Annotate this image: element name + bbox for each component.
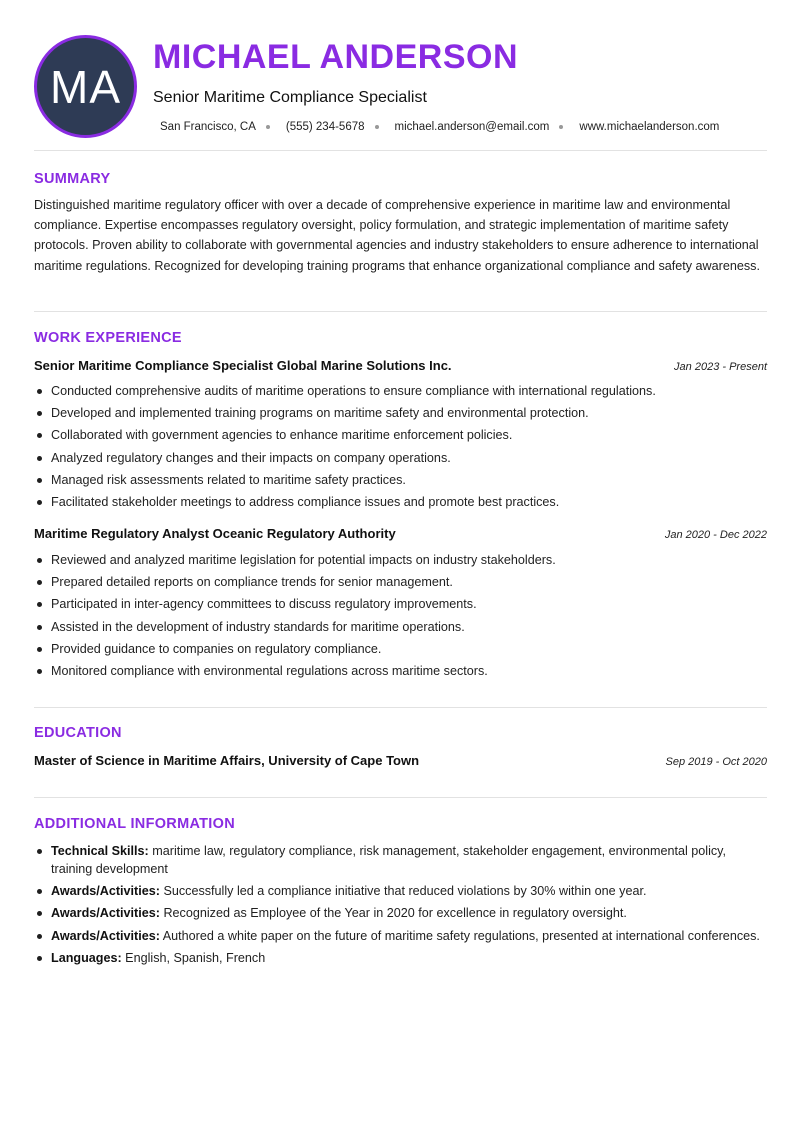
list-item: Facilitated stakeholder meetings to address compliance issues and promote best practices.: [34, 493, 769, 511]
list-item: Prepared detailed reports on compliance trends for senior management.: [34, 573, 769, 591]
job-header: [34, 358, 767, 373]
candidate-name: MICHAEL ANDERSON: [153, 38, 519, 76]
job-bullets: [34, 551, 769, 684]
item-text: English, Spanish, French: [121, 950, 266, 965]
contact-website[interactable]: www.michaelanderson.com: [579, 121, 720, 133]
list-item: Provided guidance to companies on regulatory compliance.: [34, 640, 769, 658]
education-date: Sep 2019 - Oct 2020: [665, 756, 767, 768]
list-item: Monitored compliance with environmental regulations across maritime sectors.: [34, 662, 769, 680]
divider: [34, 797, 767, 798]
item-label: Technical Skills:: [51, 844, 149, 858]
job-header: [34, 526, 767, 541]
list-item: [34, 949, 769, 967]
separator-dot-icon: [375, 125, 379, 129]
list-item: Reviewed and analyzed maritime legislation for potential impacts on industry stakeholders.: [34, 551, 769, 569]
divider: [34, 707, 767, 708]
list-item: [34, 904, 769, 922]
resume-header: [0, 0, 800, 150]
list-item: [34, 842, 769, 878]
avatar: MA: [34, 35, 137, 138]
job-role: Senior Maritime Compliance Specialist Global Marine Solutions Inc.: [34, 358, 452, 373]
job-date: Jan 2023 - Present: [674, 361, 767, 373]
job-role: Maritime Regulatory Analyst Oceanic Regulatory Authority: [34, 526, 396, 541]
list-item: Participated in inter-agency committees to discuss regulatory improvements.: [34, 595, 769, 613]
item-text: Authored a white paper on the future of maritime safety regulations, presented at international conferences.: [159, 928, 760, 943]
divider: [34, 150, 767, 151]
contact-email[interactable]: michael.anderson@email.com: [394, 121, 550, 133]
education-entry: [34, 753, 767, 768]
contact-row: [160, 121, 719, 133]
divider: [34, 311, 767, 312]
item-text: maritime law, regulatory compliance, risk management, stakeholder engagement, environmental policy, training development: [51, 844, 727, 876]
summary-text: Distinguished maritime regulatory officer with over a decade of comprehensive experience in maritime law and environmental compliance. Expertise encompasses regulatory oversight, policy formulation, and strategic implementation of maritime safety protocols. Proven ability to collaborate with governmental agencies and industry stakeholders to ensure adherence to international maritime regulations. Recognized for developing training programs that enhance organizational compliance and safety awareness.: [34, 198, 760, 273]
contact-phone: (555) 234-5678: [285, 121, 365, 133]
item-label: Awards/Activities:: [51, 906, 160, 921]
item-label: Awards/Activities:: [51, 884, 160, 899]
experience-heading: WORK EXPERIENCE: [34, 330, 182, 346]
separator-dot-icon: [266, 125, 270, 129]
candidate-title: Senior Maritime Compliance Specialist: [153, 89, 427, 106]
list-item: Collaborated with government agencies to enhance maritime enforcement policies.: [34, 426, 769, 444]
job-date: Jan 2020 - Dec 2022: [664, 529, 767, 541]
item-label: Languages:: [51, 950, 122, 965]
list-item: Managed risk assessments related to maritime safety practices.: [34, 471, 769, 489]
additional-list: [34, 842, 769, 971]
education-heading: EDUCATION: [34, 725, 122, 741]
list-item: Developed and implemented training programs on maritime safety and environmental protection.: [34, 404, 769, 422]
list-item: Assisted in the development of industry standards for maritime operations.: [34, 618, 769, 636]
list-item: [34, 927, 769, 945]
list-item: Conducted comprehensive audits of maritime operations to ensure compliance with international regulations.: [34, 382, 769, 400]
education-degree: Master of Science in Maritime Affairs, University of Cape Town: [34, 753, 420, 768]
item-text: Recognized as Employee of the Year in 2020 for excellence in regulatory oversight.: [159, 906, 627, 921]
additional-heading: ADDITIONAL INFORMATION: [34, 816, 235, 832]
separator-dot-icon: [559, 125, 563, 129]
list-item: [34, 882, 769, 900]
item-label: Awards/Activities:: [51, 928, 160, 943]
job-bullets: [34, 382, 769, 515]
item-text: Successfully led a compliance initiative that reduced violations by 30% within one year.: [159, 884, 647, 899]
list-item: Analyzed regulatory changes and their impacts on company operations.: [34, 449, 769, 467]
summary-heading: SUMMARY: [34, 171, 111, 187]
contact-location: San Francisco, CA: [160, 121, 256, 133]
